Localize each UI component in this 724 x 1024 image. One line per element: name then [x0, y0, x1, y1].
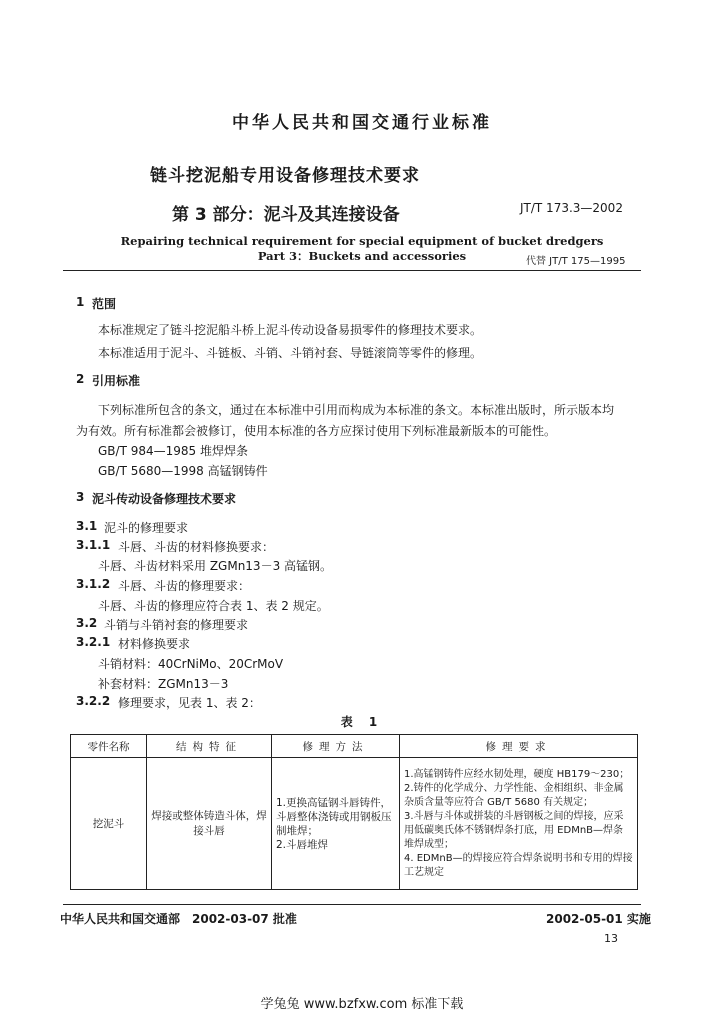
section-3-2-number: 3.2: [76, 616, 98, 630]
english-subtitle: Part 3：Buckets and accessories: [257, 249, 467, 263]
section-3-2-2-number: 3.2.2: [76, 694, 111, 708]
section-1-paragraph-2: 本标准适用于泥斗、斗链板、斗销、斗销衬套、导链滚筒等零件的修理。: [98, 346, 483, 360]
section-1-paragraph-1: 本标准规定了链斗挖泥船斗桥上泥斗传动设备易损零件的修理技术要求。: [98, 323, 483, 337]
replaces-standard: 代替 JT/T 175—1995: [526, 256, 626, 267]
english-title: Repairing technical requirement for special equipment of bucket dredgers: [120, 234, 604, 248]
table-row: [71, 758, 638, 890]
cell-structure: 焊接或整体铸造斗体，焊接斗唇: [147, 758, 272, 890]
document-subtitle: 第 3 部分：泥斗及其连接设备: [172, 205, 400, 225]
header-method: 修理方法: [272, 735, 400, 758]
section-3-1-2-title: 斗唇、斗齿的修理要求：: [118, 579, 251, 593]
section-3-1-1-number: 3.1.1: [76, 538, 111, 552]
section-1-title: 范围: [92, 297, 117, 311]
watermark: 学兔兔 www.bzfxw.com 标准下载: [260, 997, 464, 1012]
header-divider: [63, 270, 641, 271]
requirement-item-4: 4. EDMnB—的焊接应符合焊条说明书和专用的焊接工艺规定: [404, 852, 633, 878]
section-3-1-number: 3.1: [76, 519, 98, 533]
standard-code: JT/T 173.3—2002: [520, 201, 623, 215]
cell-part-name: 挖泥斗: [71, 758, 147, 890]
method-item-1: 1.更换高锰钢斗唇铸件，斗唇整体浇铸或用钢板压制堆焊；: [276, 796, 392, 837]
reference-standard-2: GB/T 5680—1998 高锰钢铸件: [98, 464, 268, 478]
section-2-paragraph-line-2: 为有效。所有标准都会被修订，使用本标准的各方应探讨使用下列标准最新版本的可能性。: [76, 424, 557, 438]
section-2-title: 引用标准: [92, 374, 141, 388]
section-3-title: 泥斗传动设备修理技术要求: [92, 492, 237, 506]
header-requirement: 修理要求: [400, 735, 638, 758]
table-1-caption: 表 1: [340, 715, 384, 729]
section-3-1-1-title: 斗唇、斗齿的材料修换要求：: [118, 540, 275, 554]
header-structure: 结构特征: [147, 735, 272, 758]
standard-category-title: 中华人民共和国交通行业标准: [232, 113, 492, 133]
section-3-number: 3: [76, 490, 85, 504]
section-3-2-1-title: 材料修换要求: [118, 637, 191, 651]
requirement-item-3: 3.斗唇与斗体或拼装的斗唇钢板之间的焊接，应采用低碳奥氏体不锈钢焊条打底，用 EDMnB—焊条堆焊成型；: [404, 810, 624, 850]
page-number: 13: [604, 932, 618, 945]
requirement-item-2: 2.铸件的化学成分、力学性能、金相组织、非金属杂质含量等应符合 GB/T 5680 有关规定；: [404, 782, 624, 808]
section-3-2-1-text-1: 斗销材料：40CrNiMo、20CrMoV: [98, 657, 284, 671]
table-1: [70, 734, 638, 890]
section-1-number: 1: [76, 295, 85, 309]
section-3-1-2-text: 斗唇、斗齿的修理应符合表 1、表 2 规定。: [98, 599, 329, 613]
document-title: 链斗挖泥船专用设备修理技术要求: [150, 166, 420, 186]
approval-info: 中华人民共和国交通部 2002-03-07 批准: [60, 912, 297, 926]
footer-divider: [63, 904, 641, 905]
section-3-2-2-title: 修理要求，见表 1、表 2：: [118, 696, 261, 710]
reference-standard-1: GB/T 984—1985 堆焊焊条: [98, 444, 248, 458]
requirement-item-1: 1.高锰钢铸件应经水韧处理，硬度 HB179～230；: [404, 768, 630, 780]
section-3-1-2-number: 3.1.2: [76, 577, 111, 591]
cell-method: [272, 758, 400, 890]
method-item-2: 2.斗唇堆焊: [276, 838, 329, 851]
section-3-2-title: 斗销与斗销衬套的修理要求: [104, 618, 249, 632]
cell-requirement: [400, 758, 638, 890]
section-3-1-1-text: 斗唇、斗齿材料采用 ZGMn13－3 高锰钢。: [98, 559, 333, 573]
section-2-number: 2: [76, 372, 85, 386]
section-3-2-1-text-2: 补套材料：ZGMn13－3: [98, 677, 229, 691]
section-2-paragraph-line-1: 下列标准所包含的条文，通过在本标准中引用而构成为本标准的条文。本标准出版时，所示版本均: [98, 403, 615, 417]
table-header-row: [71, 735, 638, 758]
section-3-2-1-number: 3.2.1: [76, 635, 111, 649]
section-3-1-title: 泥斗的修理要求: [104, 521, 189, 535]
implementation-date: 2002-05-01 实施: [546, 912, 651, 926]
header-part-name: 零件名称: [71, 735, 147, 758]
